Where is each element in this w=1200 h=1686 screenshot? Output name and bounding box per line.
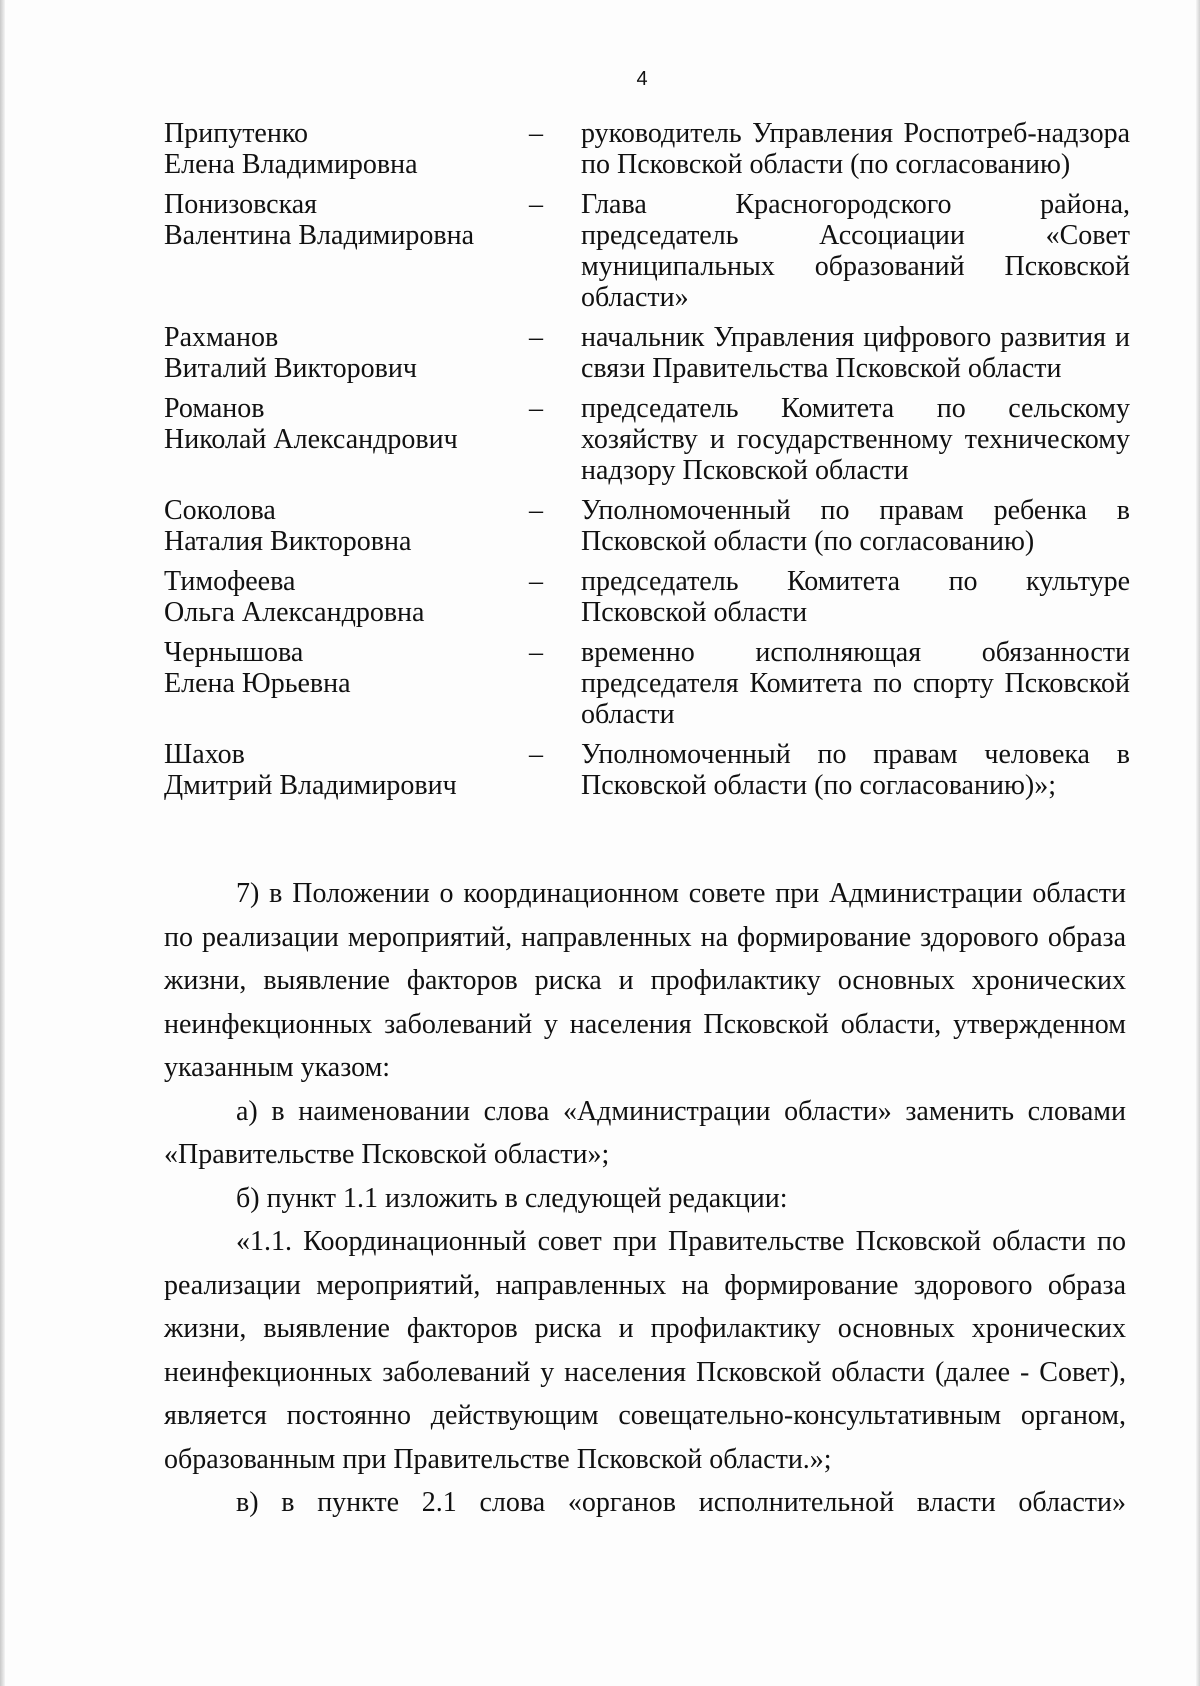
members-list [164, 118, 1130, 810]
member-given-names: Наталия Викторовна [164, 526, 412, 557]
member-given-names: Ольга Александровна [164, 597, 425, 628]
member-role: председатель Комитета по культуре Псковской области [581, 566, 1130, 628]
member-name [164, 189, 529, 313]
member-entry [164, 118, 1130, 180]
member-dash: – [529, 739, 543, 770]
member-role: Уполномоченный по правам ребенка в Псковской области (по согласованию) [581, 495, 1130, 557]
member-surname: Чернышова [164, 637, 304, 668]
member-surname: Рахманов [164, 322, 279, 353]
paragraph-item-7: 7) в Положении о координационном совете при Администрации области по реализации мероприятий, направленных на формирование здорового образа жизни, выявление факторов риска и профилактику основных хронических неинфекционных заболеваний у населения Псковской области, утвержденном указанным указом: [164, 878, 1126, 1083]
paragraph-subitem-v: в) в пункте 2.1 слова «органов исполнительной власти области» [236, 1487, 1126, 1518]
paragraph-new-clause-1-1: «1.1. Координационный совет при Правительстве Псковской области по реализации мероприятий, направленных на формирование здорового образа жизни, выявление факторов риска и профилактику основных хронических неинфекционных заболеваний у населения Псковской области (далее - Совет), является постоянно действующим совещательно-консультативным органом, образованным при Правительстве Псковской области.»; [164, 1226, 1126, 1475]
member-given-names: Елена Владимировна [164, 149, 418, 180]
member-surname: Романов [164, 393, 265, 424]
page-number: 4 [636, 68, 648, 90]
member-entry [164, 189, 1130, 313]
member-name [164, 322, 529, 384]
member-name [164, 739, 529, 801]
member-role: председатель Комитета по сельскому хозяйству и государственному техническому надзору Псковской области [581, 393, 1130, 486]
member-dash: – [529, 495, 543, 526]
member-entry [164, 322, 1130, 384]
paragraph-subitem-b: б) пункт 1.1 изложить в следующей редакции: [236, 1182, 788, 1214]
member-name [164, 393, 529, 486]
member-entry [164, 566, 1130, 628]
member-entry [164, 495, 1130, 557]
scan-edge-right [1196, 0, 1200, 1686]
member-entry [164, 637, 1130, 730]
member-role: начальник Управления цифрового развития и связи Правительства Псковской области [581, 322, 1130, 384]
member-name [164, 495, 529, 557]
member-entry [164, 393, 1130, 486]
body-text [164, 872, 1126, 1525]
member-dash: – [529, 393, 543, 424]
paragraph-subitem-a: а) в наименовании слова «Администрации области» заменить словами «Правительстве Псковской области»; [164, 1095, 1126, 1170]
member-surname: Соколова [164, 495, 276, 526]
member-dash: – [529, 322, 543, 353]
member-role: Уполномоченный по правам человека в Псковской области (по согласованию)»; [581, 739, 1130, 801]
member-given-names: Дмитрий Владимирович [164, 770, 457, 801]
member-dash: – [529, 118, 543, 149]
member-given-names: Виталий Викторович [164, 353, 417, 384]
member-given-names: Николай Александрович [164, 424, 458, 455]
member-surname: Шахов [164, 739, 245, 770]
member-dash: – [529, 189, 543, 220]
scan-edge-left [0, 0, 5, 1686]
member-role: временно исполняющая обязанности председателя Комитета по спорту Псковской области [581, 637, 1130, 730]
member-name [164, 566, 529, 628]
member-given-names: Валентина Владимировна [164, 220, 475, 251]
member-name [164, 637, 529, 730]
member-role: руководитель Управления Роспотреб-надзора по Псковской области (по согласованию) [581, 118, 1130, 180]
member-surname: Понизовская [164, 189, 318, 220]
member-dash: – [529, 637, 543, 668]
member-given-names: Елена Юрьевна [164, 668, 351, 699]
member-dash: – [529, 566, 543, 597]
member-surname: Тимофеева [164, 566, 296, 597]
member-role: Глава Красногородского района, председатель Ассоциации «Совет муниципальных образований Псковской области» [581, 189, 1130, 313]
member-surname: Припутенко [164, 118, 309, 149]
member-name [164, 118, 529, 180]
member-entry [164, 739, 1130, 801]
